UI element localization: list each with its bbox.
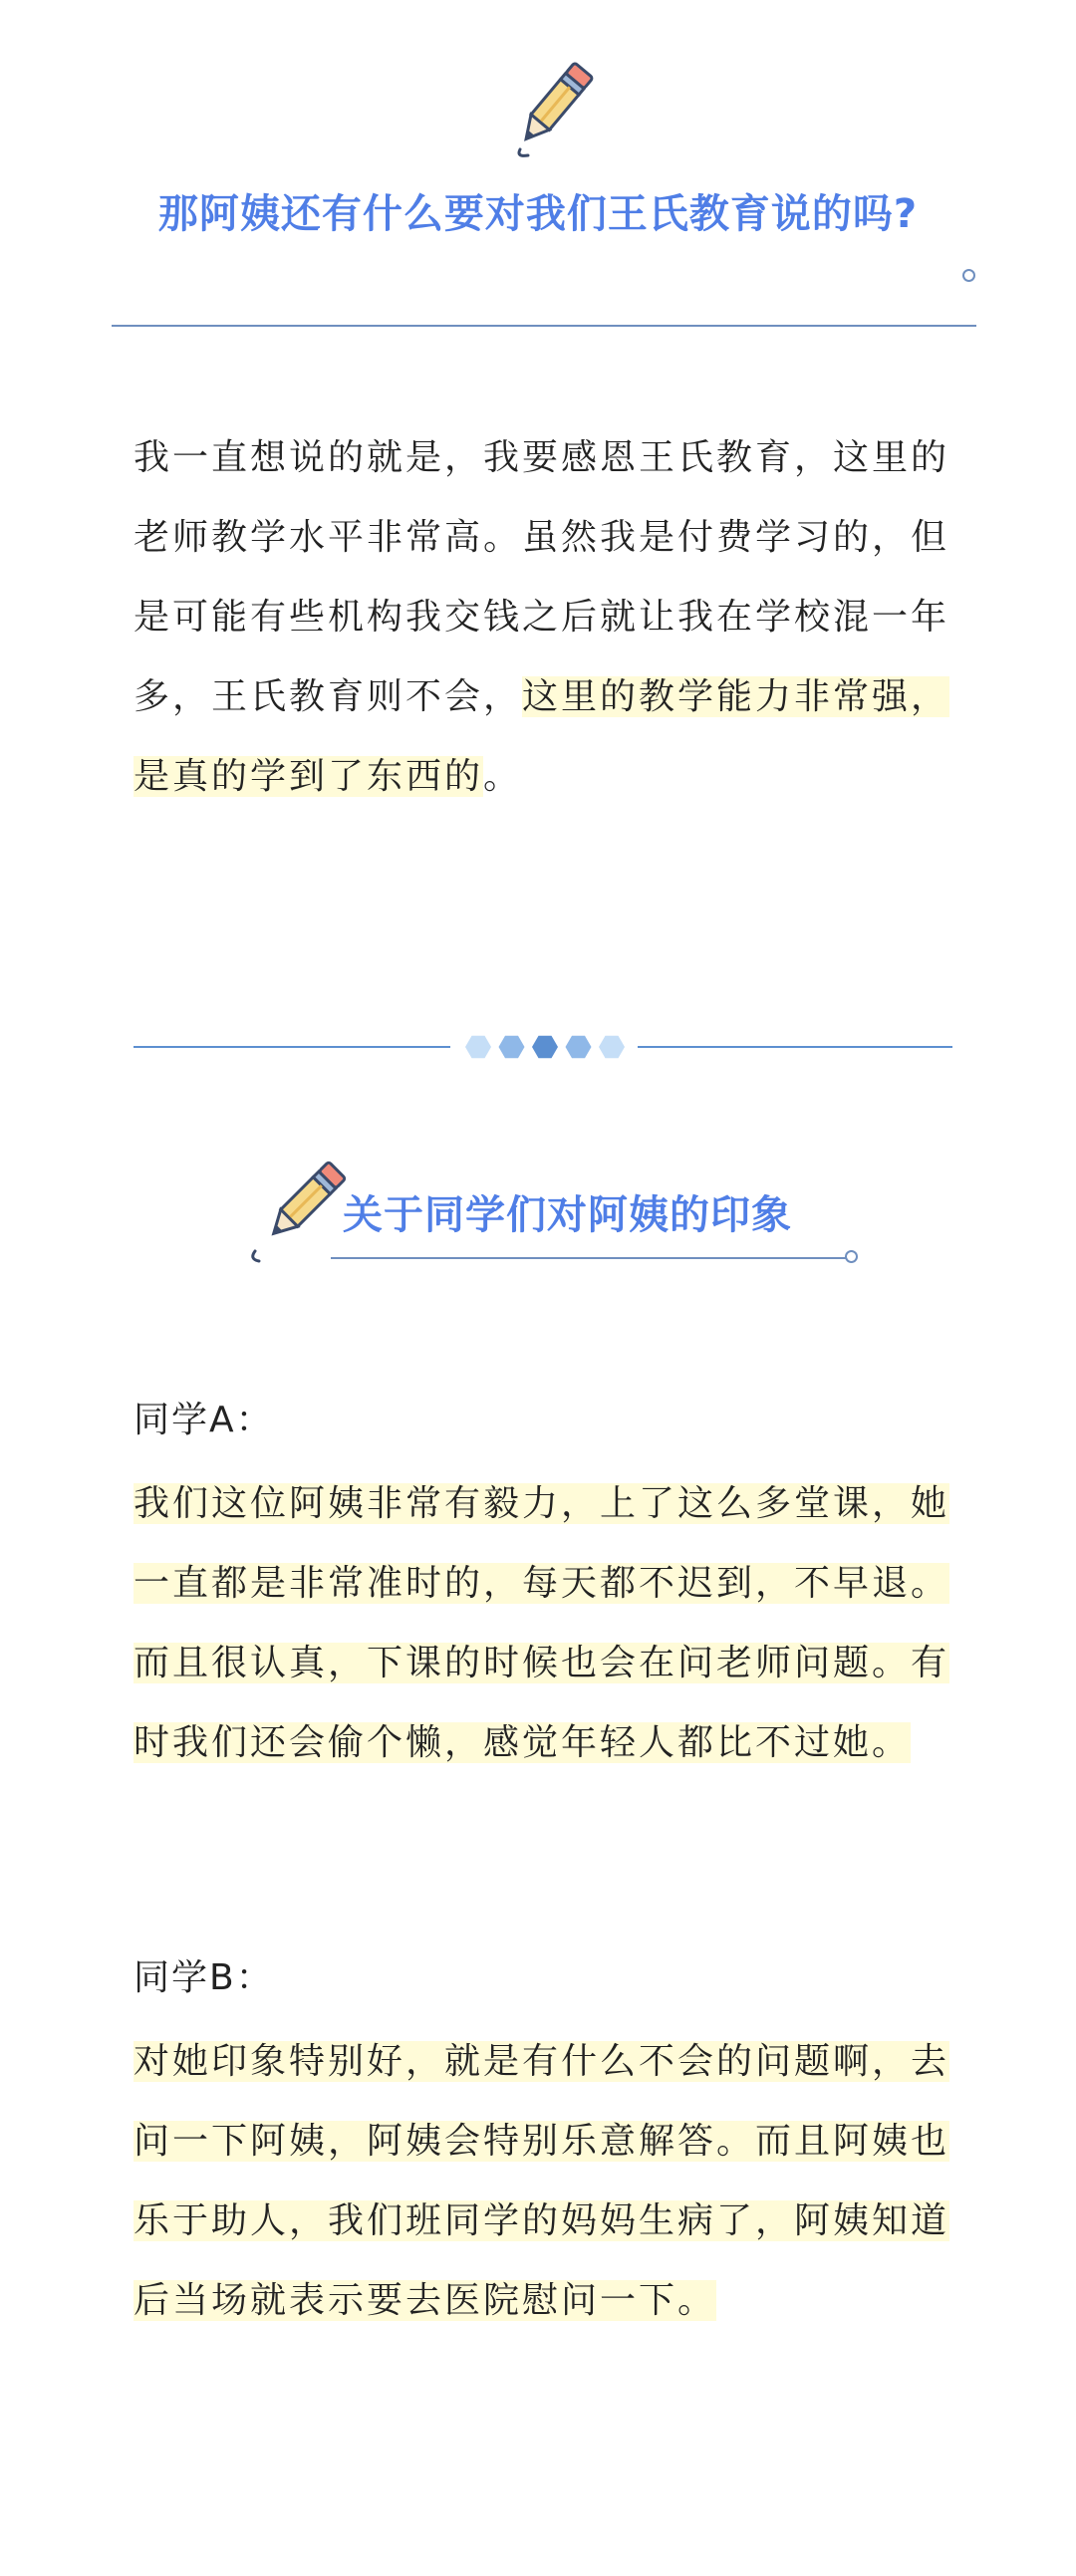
section-heading: 那阿姨还有什么要对我们王氏教育说的吗? [157,191,919,237]
highlighted-text: 对她印象特别好，就是有什么不会的问题啊，去问一下阿姨，阿姨会特别乐意解答。而且阿姨也乐于助人，我们班同学的妈妈生病了，阿姨知道后当场就表示要去医院慰问一下。 [134,2041,950,2321]
divider-line-left [134,1046,450,1048]
heading-underline [112,325,976,327]
paragraph-text: 我一直想说的就是，我要感恩王氏教育，这里的老师教学水平非常高。虽然我是付费学习的，但是可能有些机构我交钱之后就让我在学校混一年多，王氏教育则不会， [134,437,950,717]
divider-dot [499,1036,525,1059]
paragraph-end: 。 [483,756,523,797]
student-a-label: 同学A： [134,1400,274,1440]
highlighted-text: 这里的教学能力非常强，是真的学到了东西的 [134,676,950,797]
section-heading: 关于同学们对阿姨的印象 [343,1192,792,1238]
student-b-label: 同学B： [134,1957,274,1998]
interview-answer-paragraph [134,418,960,817]
student-b-comment [134,2022,960,2341]
divider-dot [465,1036,491,1059]
divider-dot [599,1036,625,1059]
highlighted-text: 我们这位阿姨非常有毅力，上了这么多堂课，她一直都是非常准时的，每天都不迟到，不早退。而且很认真，下课的时候也会在问老师问题。有时我们还会偷个懒，感觉年轻人都比不过她。 [134,1483,950,1763]
heading-ornament-dot [962,269,975,282]
divider-dot [566,1036,592,1059]
divider-hexagon-dots [460,1033,630,1061]
heading-ornament-dot [845,1250,858,1263]
heading-underline [331,1257,849,1259]
divider-line-right [638,1046,952,1048]
pencil-icon [247,1156,347,1265]
pencil-icon [510,50,600,159]
student-a-comment [134,1464,960,1783]
divider-dot [532,1036,558,1059]
